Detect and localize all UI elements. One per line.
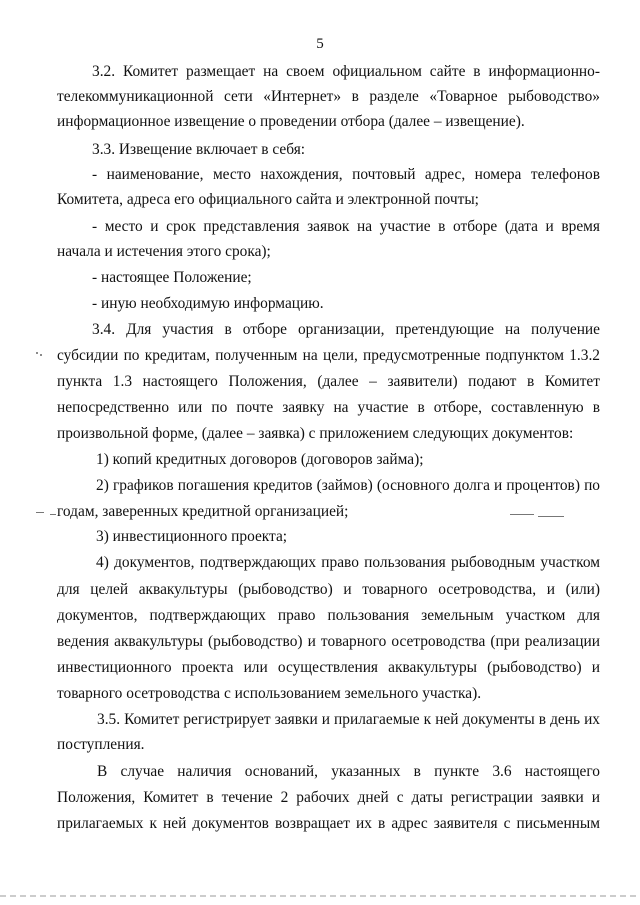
text-line: - место и срок представления заявок на участие в отборе (дата и время	[92, 218, 600, 235]
text-line: В случае наличия оснований, указанных в пункте 3.6 настоящего	[97, 763, 600, 780]
text-line: субсидии по кредитам, полученным на цели, предусмотренные подпунктом 1.3.2	[57, 347, 600, 364]
text-line: Комитета, адреса его официального сайта и электронной почты;	[57, 191, 479, 208]
text-line: 2) графиков погашения кредитов (займов) (основного долга и процентов) по	[96, 477, 600, 494]
text-line: для целей аквакультуры (рыбоводство) и товарного осетроводства, и (или)	[57, 581, 600, 598]
text-line: ведения аквакультуры (рыбоводство) и товарного осетроводства (при реализации	[57, 633, 600, 650]
scan-speck	[538, 516, 564, 517]
text-line: 3.5. Комитет регистрирует заявки и прилагаемые к ней документы в день их	[97, 711, 600, 728]
text-line: информационное извещение о проведении отбора (далее – извещение).	[57, 113, 525, 130]
text-line: годам, заверенных кредитной организацией;	[57, 503, 349, 520]
text-line: пункта 1.3 настоящего Положения, (далее – заявители) подают в Комитет	[57, 373, 600, 390]
scan-speck	[36, 352, 38, 354]
text-line: 4) документов, подтверждающих право пользования рыбоводным участком	[96, 554, 600, 571]
text-line: 1) копий кредитных договоров (договоров займа);	[96, 451, 424, 468]
scan-speck	[36, 512, 44, 513]
scan-edge-artifact	[0, 895, 640, 897]
text-line: 3) инвестиционного проекта;	[96, 528, 288, 545]
text-line: - иную необходимую информацию.	[92, 295, 324, 312]
text-line: прилагаемых к ней документов возвращает их в адрес заявителя с письменным	[57, 815, 600, 832]
text-line: 3.4. Для участия в отборе организации, претендующие на получение	[92, 321, 600, 338]
text-line: - наименование, место нахождения, почтовый адрес, номера телефонов	[92, 166, 600, 183]
text-line: Положения, Комитет в течение 2 рабочих дней с даты регистрации заявки и	[57, 789, 600, 806]
text-line: произвольной форме, (далее – заявка) с приложением следующих документов:	[57, 425, 574, 442]
page-number: 5	[316, 36, 324, 52]
text-line: непосредственно или по почте заявку на участие в отборе, составленную в	[57, 399, 600, 416]
scan-speck	[40, 354, 42, 356]
text-line: - настоящее Положение;	[92, 269, 252, 286]
text-line: документов, подтверждающих право пользования земельным участком для	[57, 607, 600, 624]
text-line: поступления.	[57, 736, 145, 753]
text-line: товарного осетроводства с использованием земельного участка).	[57, 685, 482, 702]
text-line: инвестиционного проекта или осуществления аквакультуры (рыбоводство) и	[57, 659, 600, 676]
text-line: 3.2. Комитет размещает на своем официальном сайте в информационно-	[92, 63, 600, 80]
scan-speck	[510, 514, 534, 515]
text-line: телекоммуникационной сети «Интернет» в разделе «Товарное рыбоводство»	[57, 88, 600, 105]
scan-speck	[50, 514, 56, 515]
text-line: 3.3. Извещение включает в себя:	[92, 141, 306, 158]
text-line: начала и истечения этого срока);	[57, 243, 271, 260]
